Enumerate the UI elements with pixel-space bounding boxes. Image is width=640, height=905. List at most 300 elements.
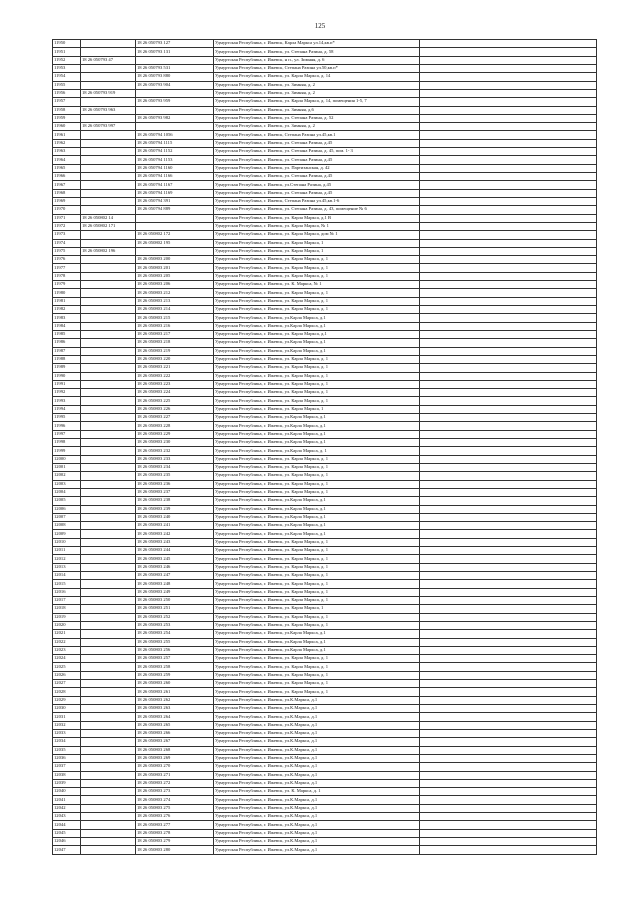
parent-cadastral-number-cell xyxy=(81,189,136,197)
note-cell xyxy=(420,289,597,297)
address-cell: Удмуртская Республика, г. Ижевск, ул. Карла Маркса, д. 1 xyxy=(214,256,420,264)
parent-cadastral-number-cell xyxy=(81,646,136,654)
cadastral-number-cell xyxy=(136,222,214,230)
note-cell xyxy=(420,547,597,555)
table-row xyxy=(53,705,597,713)
table-row xyxy=(53,688,597,696)
table-row xyxy=(53,297,597,305)
table-row xyxy=(53,239,597,247)
row-number-cell: 11987 xyxy=(53,347,81,355)
row-number-cell: 12038 xyxy=(53,771,81,779)
note-cell xyxy=(420,729,597,737)
address-cell: Удмуртская Республика, г. Ижевск, ул.Карла Маркса, д.1 xyxy=(214,505,420,513)
table-row xyxy=(53,397,597,405)
cadastral-number-cell: 18 26 050803 279 xyxy=(136,838,214,846)
address-cell: Удмуртская Республика, г. Ижевск, ул. Степана Разина, д.45 xyxy=(214,156,420,164)
cadastral-number-cell: 18 26 050794 1169 xyxy=(136,189,214,197)
address-cell: Удмуртская Республика, г. Ижевск, ул.К.Маркса, д.1 xyxy=(214,813,420,821)
parent-cadastral-number-cell xyxy=(81,538,136,546)
row-number-cell: 11977 xyxy=(53,264,81,272)
row-number-cell: 11986 xyxy=(53,339,81,347)
row-number-cell: 12027 xyxy=(53,680,81,688)
note-cell xyxy=(420,231,597,239)
cadastral-number-cell: 18 26 050803 215 xyxy=(136,314,214,322)
row-number-cell: 12018 xyxy=(53,605,81,613)
cadastral-number-cell: 18 26 050803 229 xyxy=(136,430,214,438)
note-cell xyxy=(420,297,597,305)
note-cell xyxy=(420,214,597,222)
parent-cadastral-number-cell: 18 26 050793 997 xyxy=(81,123,136,131)
parent-cadastral-number-cell xyxy=(81,655,136,663)
note-cell xyxy=(420,821,597,829)
address-cell: Удмуртская Республика, г. Ижевск, ул. Карла Маркса, д. 1 xyxy=(214,289,420,297)
table-row xyxy=(53,48,597,56)
table-row xyxy=(53,231,597,239)
page-number: 125 xyxy=(314,22,326,30)
parent-cadastral-number-cell xyxy=(81,330,136,338)
cadastral-number-cell: 18 26 050803 250 xyxy=(136,596,214,604)
table-row xyxy=(53,289,597,297)
address-cell: Удмуртская Республика, г. Ижевск, ул. Степана Разина, д. 58 xyxy=(214,48,420,56)
table-row xyxy=(53,547,597,555)
cadastral-number-cell: 18 26 050793 880 xyxy=(136,73,214,81)
table-row xyxy=(53,322,597,330)
cadastral-number-cell: 18 26 050803 241 xyxy=(136,522,214,530)
parent-cadastral-number-cell xyxy=(81,746,136,754)
address-cell: Удмуртская Республика, г. Ижевск, ул. Карла Маркса, д. 1 xyxy=(214,563,420,571)
row-number-cell: 12015 xyxy=(53,580,81,588)
row-number-cell: 11952 xyxy=(53,56,81,64)
cadastral-number-cell: 18 26 050803 222 xyxy=(136,372,214,380)
row-number-cell: 11982 xyxy=(53,306,81,314)
cadastral-number-cell: 18 26 050802 195 xyxy=(136,239,214,247)
table-row xyxy=(53,422,597,430)
note-cell xyxy=(420,148,597,156)
table-row xyxy=(53,439,597,447)
address-cell: Удмуртская Республика, г. Ижевск, ул.Карла Маркса, д.1 xyxy=(214,414,420,422)
note-cell xyxy=(420,98,597,106)
table-row xyxy=(53,463,597,471)
row-number-cell: 11950 xyxy=(53,40,81,48)
table-row xyxy=(53,838,597,846)
cadastral-number-cell: 18 26 050793 959 xyxy=(136,98,214,106)
parent-cadastral-number-cell xyxy=(81,389,136,397)
table-row xyxy=(53,821,597,829)
row-number-cell: 11969 xyxy=(53,197,81,205)
parent-cadastral-number-cell xyxy=(81,414,136,422)
address-cell: Удмуртская Республика, г. Ижевск, ул. Степана Разина, д.45 xyxy=(214,139,420,147)
parent-cadastral-number-cell xyxy=(81,547,136,555)
cadastral-number-cell: 18 26 050803 213 xyxy=(136,297,214,305)
table-row xyxy=(53,447,597,455)
table-row xyxy=(53,40,597,48)
cadastral-number-cell: 18 26 050793 982 xyxy=(136,114,214,122)
cadastral-number-cell: 18 26 050803 268 xyxy=(136,746,214,754)
note-cell xyxy=(420,513,597,521)
address-cell: Удмуртская Республика, г. Ижевск, ул. Карла Маркса, д. 1 xyxy=(214,397,420,405)
cadastral-number-cell: 18 26 050803 258 xyxy=(136,663,214,671)
cadastral-number-cell: 18 26 050793 131 xyxy=(136,48,214,56)
table-row xyxy=(53,380,597,388)
cadastral-number-cell xyxy=(136,89,214,97)
cadastral-number-cell xyxy=(136,214,214,222)
table-row xyxy=(53,173,597,181)
note-cell xyxy=(420,796,597,804)
table-row xyxy=(53,123,597,131)
address-cell: Удмуртская Республика, г. Ижевск, ул.К.Маркса, д.1 xyxy=(214,763,420,771)
address-cell: Удмуртская Республика, г. Ижевск, ул. Степана Разина, д. 45, пом. 1- 3 xyxy=(214,148,420,156)
note-cell xyxy=(420,89,597,97)
parent-cadastral-number-cell xyxy=(81,364,136,372)
cadastral-number-cell: 18 26 050803 249 xyxy=(136,588,214,596)
cadastral-number-cell: 18 26 050803 232 xyxy=(136,447,214,455)
cadastral-number-cell: 18 26 050803 240 xyxy=(136,513,214,521)
table-row xyxy=(53,214,597,222)
note-cell xyxy=(420,621,597,629)
parent-cadastral-number-cell xyxy=(81,98,136,106)
parent-cadastral-number-cell xyxy=(81,231,136,239)
note-cell xyxy=(420,405,597,413)
row-number-cell: 12030 xyxy=(53,705,81,713)
address-cell: Удмуртская Республика, г. Ижевск, ул.К.Маркса, д.1 xyxy=(214,796,420,804)
row-number-cell: 12001 xyxy=(53,463,81,471)
table-row xyxy=(53,522,597,530)
parent-cadastral-number-cell xyxy=(81,164,136,172)
address-cell: Удмуртская Республика, г. Ижевск, ул.Степана Разина, д.45 xyxy=(214,181,420,189)
cadastral-number-cell: 18 26 050803 275 xyxy=(136,804,214,812)
table-row xyxy=(53,355,597,363)
parent-cadastral-number-cell xyxy=(81,264,136,272)
cadastral-number-cell xyxy=(136,106,214,114)
cadastral-number-cell: 18 26 050803 247 xyxy=(136,572,214,580)
note-cell xyxy=(420,788,597,796)
table-row xyxy=(53,572,597,580)
cadastral-number-cell: 18 26 050803 219 xyxy=(136,347,214,355)
cadastral-number-cell: 18 26 050802 172 xyxy=(136,231,214,239)
parent-cadastral-number-cell xyxy=(81,281,136,289)
cadastral-number-cell: 18 26 050803 243 xyxy=(136,538,214,546)
row-number-cell: 11968 xyxy=(53,189,81,197)
parent-cadastral-number-cell xyxy=(81,173,136,181)
cadastral-number-cell: 18 26 050803 266 xyxy=(136,729,214,737)
cadastral-number-cell: 18 26 050803 273 xyxy=(136,788,214,796)
note-cell xyxy=(420,754,597,762)
address-cell: Удмуртская Республика, г. Ижевск, ул.Карла Маркса, д.1 xyxy=(214,422,420,430)
table-row xyxy=(53,222,597,230)
note-cell xyxy=(420,430,597,438)
row-number-cell: 11975 xyxy=(53,247,81,255)
table-row xyxy=(53,779,597,787)
cadastral-number-cell: 18 26 050803 270 xyxy=(136,763,214,771)
parent-cadastral-number-cell xyxy=(81,763,136,771)
cadastral-number-cell: 18 26 050803 253 xyxy=(136,621,214,629)
parent-cadastral-number-cell xyxy=(81,771,136,779)
table-row xyxy=(53,306,597,314)
note-cell xyxy=(420,488,597,496)
note-cell xyxy=(420,181,597,189)
cadastral-number-cell: 18 26 050803 274 xyxy=(136,796,214,804)
table-row xyxy=(53,488,597,496)
parent-cadastral-number-cell xyxy=(81,64,136,72)
note-cell xyxy=(420,705,597,713)
parent-cadastral-number-cell xyxy=(81,48,136,56)
note-cell xyxy=(420,56,597,64)
cadastral-number-cell: 18 26 050803 238 xyxy=(136,497,214,505)
row-number-cell: 12021 xyxy=(53,630,81,638)
cadastral-number-cell: 18 26 050803 262 xyxy=(136,696,214,704)
cadastral-number-cell: 18 26 050803 255 xyxy=(136,638,214,646)
address-cell: Удмуртская Республика, г. Ижевск, Степана Разина ул.50,кв.п* xyxy=(214,64,420,72)
cadastral-number-cell: 18 26 050793 127 xyxy=(136,40,214,48)
address-cell: Удмуртская Республика, г. Ижевск, ул.Карла Маркса, д.1 xyxy=(214,439,420,447)
parent-cadastral-number-cell xyxy=(81,821,136,829)
table-row xyxy=(53,480,597,488)
parent-cadastral-number-cell xyxy=(81,530,136,538)
parent-cadastral-number-cell: 18 26 050793 963 xyxy=(81,106,136,114)
parent-cadastral-number-cell xyxy=(81,729,136,737)
parent-cadastral-number-cell xyxy=(81,513,136,521)
table-row xyxy=(53,605,597,613)
address-cell: Удмуртская Республика, г. Ижевск, ул.К.Маркса, д.1 xyxy=(214,746,420,754)
parent-cadastral-number-cell xyxy=(81,480,136,488)
parent-cadastral-number-cell: 18 26 050793 47 xyxy=(81,56,136,64)
row-number-cell: 11994 xyxy=(53,405,81,413)
parent-cadastral-number-cell xyxy=(81,472,136,480)
parent-cadastral-number-cell: 18 26 050802 196 xyxy=(81,247,136,255)
note-cell xyxy=(420,355,597,363)
note-cell xyxy=(420,771,597,779)
parent-cadastral-number-cell xyxy=(81,139,136,147)
cadastral-number-cell: 18 26 050803 259 xyxy=(136,671,214,679)
cadastral-number-cell: 18 26 050803 234 xyxy=(136,463,214,471)
address-cell: Удмуртская Республика, г. Ижевск, ул.Карла Маркса, д.1 xyxy=(214,339,420,347)
cadastral-number-cell: 18 26 050803 271 xyxy=(136,771,214,779)
row-number-cell: 11963 xyxy=(53,148,81,156)
cadastral-number-cell: 18 26 050803 263 xyxy=(136,705,214,713)
parent-cadastral-number-cell xyxy=(81,779,136,787)
address-cell: Удмуртская Республика, г. Ижевск, Степана Разина ул.45,кв.1-6 xyxy=(214,197,420,205)
address-cell: Удмуртская Республика, г. Ижевск, ул. Карла Маркса, д. 1 xyxy=(214,663,420,671)
table-row xyxy=(53,181,597,189)
row-number-cell: 12043 xyxy=(53,813,81,821)
parent-cadastral-number-cell xyxy=(81,297,136,305)
note-cell xyxy=(420,563,597,571)
address-cell: Удмуртская Республика, г. Ижевск, ул.К.Маркса, д.1 xyxy=(214,838,420,846)
table-row xyxy=(53,131,597,139)
parent-cadastral-number-cell xyxy=(81,846,136,854)
address-cell: Удмуртская Республика, г. Ижевск, ул.К.Маркса, д.1 xyxy=(214,846,420,854)
table-row xyxy=(53,588,597,596)
table-row xyxy=(53,414,597,422)
row-number-cell: 11991 xyxy=(53,380,81,388)
cadastral-number-cell: 18 26 050803 220 xyxy=(136,355,214,363)
note-cell xyxy=(420,347,597,355)
cadastral-number-cell: 18 26 050794 889 xyxy=(136,206,214,214)
parent-cadastral-number-cell xyxy=(81,613,136,621)
cadastral-number-cell: 18 26 050803 246 xyxy=(136,563,214,571)
parent-cadastral-number-cell xyxy=(81,738,136,746)
row-number-cell: 12040 xyxy=(53,788,81,796)
row-number-cell: 12046 xyxy=(53,838,81,846)
parent-cadastral-number-cell xyxy=(81,306,136,314)
address-cell: Удмуртская Республика, г. Ижевск, ул.Карла Маркса, д.1 xyxy=(214,430,420,438)
address-cell: Удмуртская Республика, г. Ижевск, ул. Карла Маркса, д. 1 xyxy=(214,389,420,397)
note-cell xyxy=(420,846,597,854)
table-row xyxy=(53,389,597,397)
address-cell: Удмуртская Республика, г. Ижевск, ул. Карла Маркса, 1 xyxy=(214,247,420,255)
table-row xyxy=(53,314,597,322)
table-row xyxy=(53,813,597,821)
row-number-cell: 11970 xyxy=(53,206,81,214)
parent-cadastral-number-cell xyxy=(81,197,136,205)
address-cell: Удмуртская Республика, г. Ижевск, ул.Карла Маркса, д.1 xyxy=(214,630,420,638)
note-cell xyxy=(420,646,597,654)
note-cell xyxy=(420,671,597,679)
parent-cadastral-number-cell xyxy=(81,497,136,505)
note-cell xyxy=(420,613,597,621)
note-cell xyxy=(420,497,597,505)
note-cell xyxy=(420,48,597,56)
row-number-cell: 12044 xyxy=(53,821,81,829)
address-cell: Удмуртская Республика, г. Ижевск, ул.Карла Маркса, д.1 xyxy=(214,513,420,521)
row-number-cell: 11996 xyxy=(53,422,81,430)
note-cell xyxy=(420,189,597,197)
note-cell xyxy=(420,779,597,787)
row-number-cell: 12020 xyxy=(53,621,81,629)
address-cell: Удмуртская Республика, г. Ижевск, ул.К.Маркса, д.1 xyxy=(214,829,420,837)
cadastral-number-cell: 18 26 050803 237 xyxy=(136,488,214,496)
row-number-cell: 11984 xyxy=(53,322,81,330)
row-number-cell: 12011 xyxy=(53,547,81,555)
parent-cadastral-number-cell xyxy=(81,73,136,81)
parent-cadastral-number-cell xyxy=(81,455,136,463)
row-number-cell: 11955 xyxy=(53,81,81,89)
parent-cadastral-number-cell xyxy=(81,380,136,388)
parent-cadastral-number-cell xyxy=(81,40,136,48)
address-cell: Удмуртская Республика, г. Ижевск, н п., ул. Зимняя, д. 6 xyxy=(214,56,420,64)
table-row xyxy=(53,455,597,463)
row-number-cell: 12026 xyxy=(53,671,81,679)
table-row xyxy=(53,505,597,513)
note-cell xyxy=(420,838,597,846)
cadastral-number-cell: 18 26 050794 1153 xyxy=(136,156,214,164)
table-row xyxy=(53,264,597,272)
cadastral-number-cell: 18 26 050803 277 xyxy=(136,821,214,829)
row-number-cell: 11974 xyxy=(53,239,81,247)
row-number-cell: 12039 xyxy=(53,779,81,787)
table-row xyxy=(53,655,597,663)
row-number-cell: 12033 xyxy=(53,729,81,737)
parent-cadastral-number-cell xyxy=(81,114,136,122)
note-cell xyxy=(420,197,597,205)
note-cell xyxy=(420,40,597,48)
note-cell xyxy=(420,663,597,671)
address-cell: Удмуртская Республика, г. Ижевск, ул.Карла Маркса, д.1 xyxy=(214,646,420,654)
cadastral-number-cell: 18 26 050803 201 xyxy=(136,264,214,272)
note-cell xyxy=(420,746,597,754)
row-number-cell: 12032 xyxy=(53,721,81,729)
row-number-cell: 11995 xyxy=(53,414,81,422)
row-number-cell: 12002 xyxy=(53,472,81,480)
parent-cadastral-number-cell xyxy=(81,621,136,629)
note-cell xyxy=(420,123,597,131)
note-cell xyxy=(420,73,597,81)
note-cell xyxy=(420,330,597,338)
row-number-cell: 12037 xyxy=(53,763,81,771)
parent-cadastral-number-cell xyxy=(81,447,136,455)
row-number-cell: 12034 xyxy=(53,738,81,746)
parent-cadastral-number-cell xyxy=(81,813,136,821)
row-number-cell: 11990 xyxy=(53,372,81,380)
parent-cadastral-number-cell xyxy=(81,580,136,588)
address-cell: Удмуртская Республика, г. Ижевск, ул. Карла Маркса, д. 14, помещения 1-5, 7 xyxy=(214,98,420,106)
address-cell: Удмуртская Республика, г. Ижевск, ул. Карла Маркса, д. 1 xyxy=(214,463,420,471)
table-row xyxy=(53,430,597,438)
parent-cadastral-number-cell xyxy=(81,788,136,796)
parent-cadastral-number-cell xyxy=(81,688,136,696)
parent-cadastral-number-cell xyxy=(81,680,136,688)
row-number-cell: 12023 xyxy=(53,646,81,654)
note-cell xyxy=(420,721,597,729)
address-cell: Удмуртская Республика, г. Ижевск, ул.К.Маркса, д.1 xyxy=(214,721,420,729)
row-number-cell: 11989 xyxy=(53,364,81,372)
row-number-cell: 11976 xyxy=(53,256,81,264)
cadastral-number-cell: 18 26 050803 261 xyxy=(136,688,214,696)
table-row xyxy=(53,613,597,621)
parent-cadastral-number-cell xyxy=(81,713,136,721)
row-number-cell: 12007 xyxy=(53,513,81,521)
cadastral-number-cell: 18 26 050803 251 xyxy=(136,605,214,613)
address-cell: Удмуртская Республика, г. Ижевск, ул. Карла Маркса, д. 1 xyxy=(214,455,420,463)
parent-cadastral-number-cell xyxy=(81,605,136,613)
table-row xyxy=(53,804,597,812)
table-row xyxy=(53,372,597,380)
row-number-cell: 11993 xyxy=(53,397,81,405)
table-row xyxy=(53,671,597,679)
cadastral-number-cell: 18 26 050803 278 xyxy=(136,829,214,837)
address-cell: Удмуртская Республика, г. Ижевск, ул. Зимняя, д. 2 xyxy=(214,123,420,131)
table-row xyxy=(53,272,597,280)
address-cell: Удмуртская Республика, г. Ижевск, ул.К.Маркса, д.1 xyxy=(214,696,420,704)
note-cell xyxy=(420,596,597,604)
row-number-cell: 12019 xyxy=(53,613,81,621)
table-row xyxy=(53,638,597,646)
note-cell xyxy=(420,455,597,463)
note-cell xyxy=(420,272,597,280)
table-row xyxy=(53,339,597,347)
cadastral-number-cell: 18 26 050794 1056 xyxy=(136,131,214,139)
table-row xyxy=(53,206,597,214)
note-cell xyxy=(420,696,597,704)
table-row xyxy=(53,530,597,538)
parent-cadastral-number-cell xyxy=(81,588,136,596)
address-cell: Удмуртская Республика, г. Ижевск, ул. Карла Маркса, д.1 В xyxy=(214,214,420,222)
cadastral-number-cell: 18 26 050794 1152 xyxy=(136,148,214,156)
row-number-cell: 11959 xyxy=(53,114,81,122)
table-row xyxy=(53,738,597,746)
parent-cadastral-number-cell: 18 26 050802 171 xyxy=(81,222,136,230)
note-cell xyxy=(420,322,597,330)
cadastral-number-cell: 18 26 050803 265 xyxy=(136,721,214,729)
note-cell xyxy=(420,588,597,596)
note-cell xyxy=(420,422,597,430)
row-number-cell: 11961 xyxy=(53,131,81,139)
parent-cadastral-number-cell xyxy=(81,422,136,430)
note-cell xyxy=(420,306,597,314)
note-cell xyxy=(420,630,597,638)
row-number-cell: 11973 xyxy=(53,231,81,239)
note-cell xyxy=(420,804,597,812)
